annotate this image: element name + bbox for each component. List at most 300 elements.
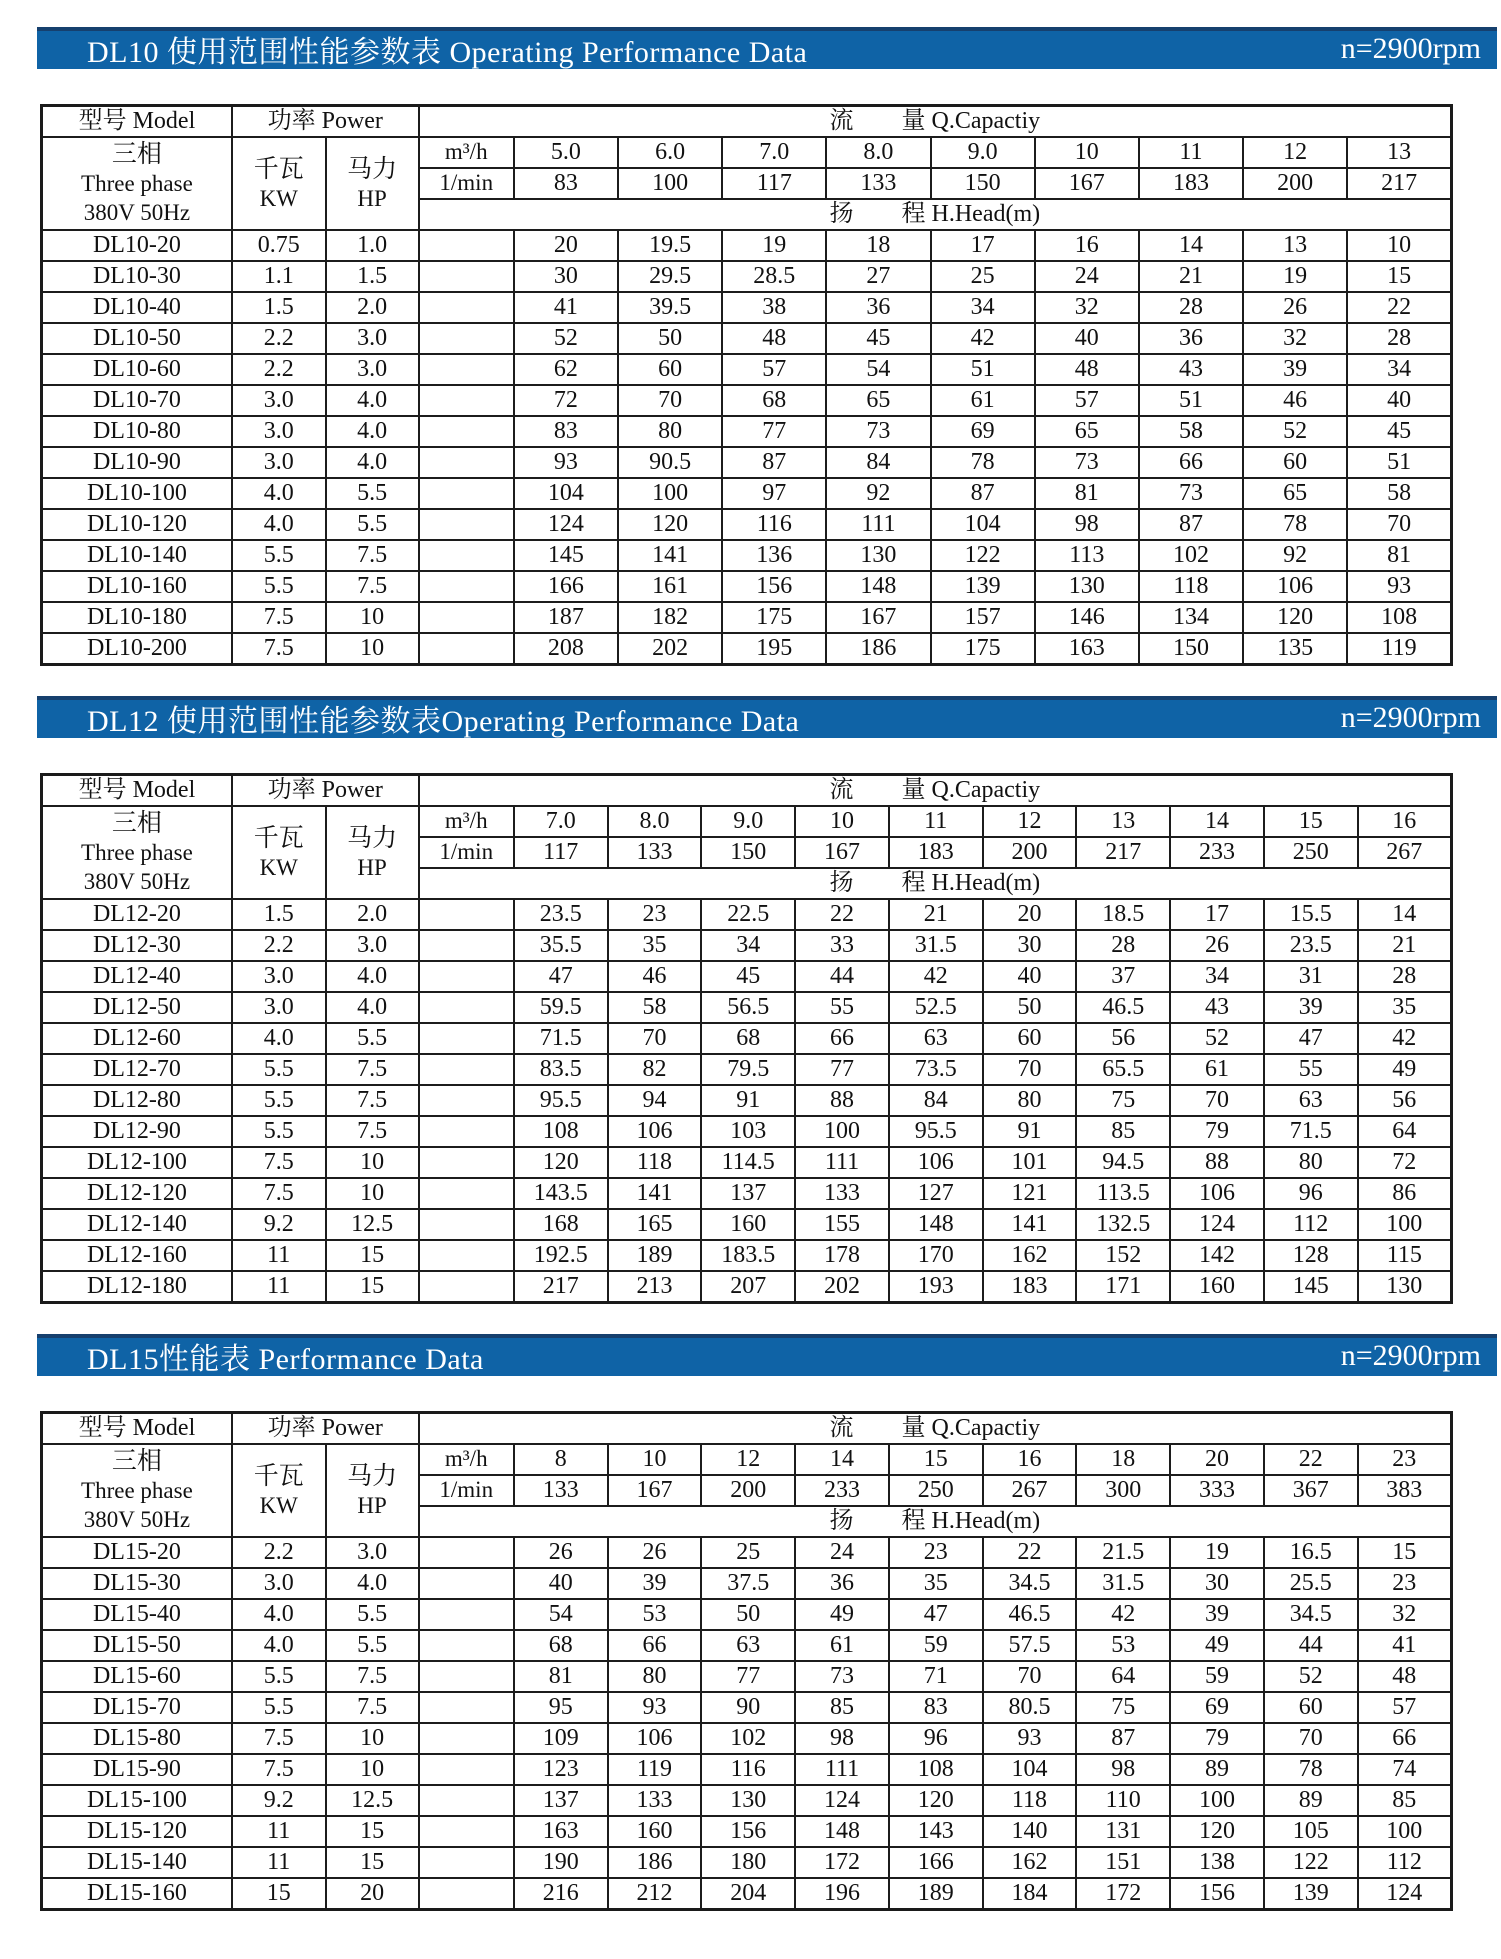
- head-value-cell: 56.5: [701, 992, 795, 1023]
- head-value-cell: 175: [722, 602, 826, 633]
- head-value-cell: 24: [795, 1537, 889, 1568]
- head-value-cell: 142: [1170, 1240, 1264, 1271]
- hp-cell: 10: [326, 633, 419, 665]
- head-value-cell: 45: [826, 323, 930, 354]
- head-value-cell: 71: [889, 1661, 983, 1692]
- head-value-cell: 60: [983, 1023, 1077, 1054]
- head-value-cell: 184: [983, 1878, 1077, 1910]
- head-value-cell: 88: [795, 1085, 889, 1116]
- head-value-cell: 138: [1170, 1847, 1264, 1878]
- head-value-cell: 40: [514, 1568, 608, 1599]
- head-value-cell: 46: [1243, 385, 1347, 416]
- hp-cell: 7.5: [326, 1116, 419, 1147]
- head-value-cell: 106: [608, 1116, 702, 1147]
- head-value-cell: 72: [514, 385, 618, 416]
- head-value-cell: 32: [1035, 292, 1139, 323]
- head-value-cell: 166: [889, 1847, 983, 1878]
- head-value-cell: 16: [1035, 230, 1139, 261]
- kw-cell: 3.0: [232, 1568, 326, 1599]
- kw-cell: 5.5: [232, 1661, 326, 1692]
- table-row: [42, 1723, 1452, 1754]
- table-row: [42, 1692, 1452, 1723]
- capacity-header: 流 量 Q.Capactiy: [419, 106, 1452, 138]
- head-value-cell: 35: [608, 930, 702, 961]
- head-value-cell: 137: [701, 1178, 795, 1209]
- unit-line: KW: [259, 1492, 298, 1518]
- flow-lmin-value: 367: [1264, 1475, 1358, 1506]
- flow-m3h-value: 15: [889, 1444, 983, 1475]
- flow-m3h-value: 9.0: [701, 806, 795, 837]
- head-value-cell: 100: [618, 478, 722, 509]
- head-value-cell: 189: [608, 1240, 702, 1271]
- hp-cell: 3.0: [326, 323, 419, 354]
- head-value-cell: 136: [722, 540, 826, 571]
- model-cell: DL10-180: [42, 602, 232, 633]
- model-header: 型号 Model: [42, 106, 232, 138]
- table-row: [42, 1754, 1452, 1785]
- head-value-cell: 19: [722, 230, 826, 261]
- head-value-cell: 92: [1243, 540, 1347, 571]
- spacer-cell: [419, 447, 514, 478]
- hp-header: [326, 806, 419, 899]
- table-row: [42, 1054, 1452, 1085]
- head-value-cell: 128: [1264, 1240, 1358, 1271]
- head-value-cell: 78: [1243, 509, 1347, 540]
- flow-m3h-value: 23: [1358, 1444, 1452, 1475]
- hp-cell: 10: [326, 602, 419, 633]
- hp-cell: 5.5: [326, 509, 419, 540]
- unit-line: HP: [357, 1492, 387, 1518]
- head-value-cell: 51: [931, 354, 1035, 385]
- model-cell: DL10-160: [42, 571, 232, 602]
- spacer-cell: [419, 292, 514, 323]
- head-value-cell: 75: [1076, 1085, 1170, 1116]
- table-row: [42, 1599, 1452, 1630]
- flow-lmin-value: 250: [889, 1475, 983, 1506]
- kw-cell: 2.2: [232, 323, 326, 354]
- hp-cell: 15: [326, 1816, 419, 1847]
- head-value-cell: 33: [795, 930, 889, 961]
- model-cell: DL10-60: [42, 354, 232, 385]
- table-row: [42, 1568, 1452, 1599]
- head-value-cell: 108: [1347, 602, 1451, 633]
- model-cell: DL15-140: [42, 1847, 232, 1878]
- hp-cell: 4.0: [326, 992, 419, 1023]
- flow-m3h-value: 20: [1170, 1444, 1264, 1475]
- head-value-cell: 92: [826, 478, 930, 509]
- head-value-cell: 48: [1358, 1661, 1452, 1692]
- model-cell: DL12-90: [42, 1116, 232, 1147]
- head-value-cell: 111: [826, 509, 930, 540]
- head-value-cell: 156: [701, 1816, 795, 1847]
- hp-cell: 4.0: [326, 1568, 419, 1599]
- head-value-cell: 41: [514, 292, 618, 323]
- head-value-cell: 96: [1264, 1178, 1358, 1209]
- head-value-cell: 45: [701, 961, 795, 992]
- head-value-cell: 106: [1243, 571, 1347, 602]
- hp-cell: 10: [326, 1147, 419, 1178]
- head-value-cell: 58: [608, 992, 702, 1023]
- spacer-cell: [419, 1116, 514, 1147]
- flow-m3h-value: 12: [983, 806, 1077, 837]
- model-cell: DL12-20: [42, 899, 232, 930]
- hp-cell: 7.5: [326, 1085, 419, 1116]
- head-value-cell: 119: [1347, 633, 1451, 665]
- head-value-cell: 83.5: [514, 1054, 608, 1085]
- head-value-cell: 80.5: [983, 1692, 1077, 1723]
- hp-header: [326, 1444, 419, 1537]
- spacer-cell: [419, 1785, 514, 1816]
- head-value-cell: 130: [1358, 1271, 1452, 1303]
- head-value-cell: 52: [1243, 416, 1347, 447]
- head-value-cell: 21.5: [1076, 1537, 1170, 1568]
- head-value-cell: 118: [983, 1785, 1077, 1816]
- flow-m3h-value: 15: [1264, 806, 1358, 837]
- head-value-cell: 162: [983, 1240, 1077, 1271]
- section-dl10: [37, 27, 1481, 666]
- table-row: [42, 1785, 1452, 1816]
- head-value-cell: 202: [618, 633, 722, 665]
- spacer-cell: [419, 1209, 514, 1240]
- head-value-cell: 104: [514, 478, 618, 509]
- head-value-cell: 118: [608, 1147, 702, 1178]
- head-value-cell: 98: [1035, 509, 1139, 540]
- flow-lmin-value: 167: [795, 837, 889, 868]
- spacer-cell: [419, 1599, 514, 1630]
- head-value-cell: 31: [1264, 961, 1358, 992]
- kw-cell: 7.5: [232, 602, 326, 633]
- head-value-cell: 120: [514, 1147, 608, 1178]
- head-value-cell: 70: [1264, 1723, 1358, 1754]
- head-value-cell: 186: [608, 1847, 702, 1878]
- head-value-cell: 102: [1139, 540, 1243, 571]
- flow-lmin-value: 267: [983, 1475, 1077, 1506]
- flow-m3h-value: 10: [608, 1444, 702, 1475]
- dl15-banner: [37, 1334, 1497, 1376]
- flow-unit-m3h: m³/h: [419, 137, 514, 168]
- head-value-cell: 95.5: [514, 1085, 608, 1116]
- head-value-cell: 101: [983, 1147, 1077, 1178]
- head-value-cell: 60: [1243, 447, 1347, 478]
- head-value-cell: 160: [608, 1816, 702, 1847]
- kw-cell: 7.5: [232, 1723, 326, 1754]
- head-value-cell: 77: [722, 416, 826, 447]
- head-value-cell: 132.5: [1076, 1209, 1170, 1240]
- head-value-cell: 216: [514, 1878, 608, 1910]
- head-value-cell: 165: [608, 1209, 702, 1240]
- model-cell: DL10-200: [42, 633, 232, 665]
- table-row: [42, 1271, 1452, 1303]
- model-cell: DL10-100: [42, 478, 232, 509]
- head-value-cell: 50: [701, 1599, 795, 1630]
- head-value-cell: 42: [931, 323, 1035, 354]
- model-cell: DL10-40: [42, 292, 232, 323]
- phase-line: Three phase: [81, 171, 193, 197]
- flow-m3h-value: 14: [1170, 806, 1264, 837]
- head-value-cell: 62: [514, 354, 618, 385]
- head-value-cell: 95.5: [889, 1116, 983, 1147]
- table-row: [42, 292, 1452, 323]
- head-value-cell: 162: [983, 1847, 1077, 1878]
- head-value-cell: 66: [608, 1630, 702, 1661]
- spacer-cell: [419, 385, 514, 416]
- flow-m3h-value: 9.0: [931, 137, 1035, 168]
- head-value-cell: 34.5: [1264, 1599, 1358, 1630]
- spacer-cell: [419, 571, 514, 602]
- head-value-cell: 44: [795, 961, 889, 992]
- head-value-cell: 131: [1076, 1816, 1170, 1847]
- head-value-cell: 69: [1170, 1692, 1264, 1723]
- flow-lmin-value: 267: [1358, 837, 1452, 868]
- flow-lmin-value: 150: [701, 837, 795, 868]
- head-value-cell: 170: [889, 1240, 983, 1271]
- head-value-cell: 36: [826, 292, 930, 323]
- head-value-cell: 97: [722, 478, 826, 509]
- kw-cell: 11: [232, 1240, 326, 1271]
- head-value-cell: 31.5: [889, 930, 983, 961]
- head-value-cell: 58: [1139, 416, 1243, 447]
- head-value-cell: 84: [826, 447, 930, 478]
- head-value-cell: 112: [1264, 1209, 1358, 1240]
- head-value-cell: 119: [608, 1754, 702, 1785]
- phase-line: 三相: [111, 810, 162, 838]
- model-cell: DL15-80: [42, 1723, 232, 1754]
- model-cell: DL15-120: [42, 1816, 232, 1847]
- kw-cell: 2.2: [232, 930, 326, 961]
- flow-m3h-value: 14: [795, 1444, 889, 1475]
- dl15-banner-title: DL15性能表 Performance Data: [87, 1342, 484, 1376]
- flow-lmin-value: 333: [1170, 1475, 1264, 1506]
- head-value-cell: 79: [1170, 1723, 1264, 1754]
- head-value-cell: 93: [1347, 571, 1451, 602]
- head-value-cell: 90: [701, 1692, 795, 1723]
- power-header: 功率 Power: [232, 775, 419, 807]
- head-value-cell: 49: [1358, 1054, 1452, 1085]
- flow-lmin-value: 100: [618, 168, 722, 199]
- model-cell: DL15-70: [42, 1692, 232, 1723]
- table-row: [42, 633, 1452, 665]
- spacer-cell: [419, 602, 514, 633]
- head-value-cell: 82: [608, 1054, 702, 1085]
- head-value-cell: 85: [1076, 1116, 1170, 1147]
- head-value-cell: 124: [1170, 1209, 1264, 1240]
- unit-line: 千瓦: [253, 155, 304, 183]
- spacer-cell: [419, 1178, 514, 1209]
- head-value-cell: 42: [1076, 1599, 1170, 1630]
- head-value-cell: 56: [1076, 1023, 1170, 1054]
- head-value-cell: 68: [722, 385, 826, 416]
- head-value-cell: 172: [795, 1847, 889, 1878]
- head-value-cell: 39: [1243, 354, 1347, 385]
- head-value-cell: 124: [795, 1785, 889, 1816]
- head-value-cell: 166: [514, 571, 618, 602]
- head-value-cell: 167: [826, 602, 930, 633]
- head-value-cell: 195: [722, 633, 826, 665]
- kw-cell: 3.0: [232, 992, 326, 1023]
- hp-cell: 10: [326, 1178, 419, 1209]
- head-value-cell: 103: [701, 1116, 795, 1147]
- head-value-cell: 100: [1170, 1785, 1264, 1816]
- kw-cell: 2.2: [232, 354, 326, 385]
- kw-cell: 9.2: [232, 1209, 326, 1240]
- flow-m3h-value: 8: [514, 1444, 608, 1475]
- head-value-cell: 59: [1170, 1661, 1264, 1692]
- head-value-cell: 65: [826, 385, 930, 416]
- head-value-cell: 36: [795, 1568, 889, 1599]
- head-value-cell: 52.5: [889, 992, 983, 1023]
- head-value-cell: 146: [1035, 602, 1139, 633]
- flow-lmin-value: 83: [514, 168, 618, 199]
- head-value-cell: 91: [983, 1116, 1077, 1147]
- head-value-cell: 111: [795, 1754, 889, 1785]
- phase-line: 三相: [111, 141, 162, 169]
- spacer-cell: [419, 230, 514, 261]
- flow-m3h-value: 11: [1139, 137, 1243, 168]
- head-value-cell: 20: [514, 230, 618, 261]
- kw-cell: 3.0: [232, 416, 326, 447]
- head-value-cell: 81: [1347, 540, 1451, 571]
- head-value-cell: 43: [1139, 354, 1243, 385]
- head-value-cell: 34: [701, 930, 795, 961]
- table-row: [42, 961, 1452, 992]
- hp-cell: 5.5: [326, 1599, 419, 1630]
- kw-cell: 4.0: [232, 1023, 326, 1054]
- head-value-cell: 160: [701, 1209, 795, 1240]
- head-value-cell: 70: [618, 385, 722, 416]
- head-value-cell: 47: [1264, 1023, 1358, 1054]
- phase-line: 380V 50Hz: [83, 200, 191, 226]
- model-header: 型号 Model: [42, 775, 232, 807]
- flow-unit-m3h: m³/h: [419, 1444, 514, 1475]
- head-value-cell: 89: [1264, 1785, 1358, 1816]
- head-value-cell: 87: [931, 478, 1035, 509]
- power-header: 功率 Power: [232, 1413, 419, 1445]
- hp-cell: 3.0: [326, 930, 419, 961]
- table-row: [42, 1147, 1452, 1178]
- head-value-cell: 40: [983, 961, 1077, 992]
- head-value-cell: 59: [889, 1630, 983, 1661]
- head-value-cell: 81: [514, 1661, 608, 1692]
- flow-lmin-value: 183: [889, 837, 983, 868]
- dl12-banner-rpm: n=2900rpm: [1340, 700, 1481, 734]
- head-value-cell: 141: [608, 1178, 702, 1209]
- spacer-cell: [419, 1023, 514, 1054]
- head-value-cell: 100: [1358, 1816, 1452, 1847]
- phase-line: Three phase: [81, 840, 193, 866]
- head-value-cell: 46.5: [983, 1599, 1077, 1630]
- head-value-cell: 26: [608, 1537, 702, 1568]
- head-value-cell: 83: [514, 416, 618, 447]
- spacer-cell: [419, 1568, 514, 1599]
- model-cell: DL12-100: [42, 1147, 232, 1178]
- hp-cell: 1.5: [326, 261, 419, 292]
- hp-cell: 10: [326, 1723, 419, 1754]
- capacity-header: 流 量 Q.Capactiy: [419, 775, 1452, 807]
- kw-cell: 4.0: [232, 478, 326, 509]
- hp-cell: 4.0: [326, 385, 419, 416]
- unit-line: HP: [357, 185, 387, 211]
- table-row: [42, 1630, 1452, 1661]
- head-value-cell: 21: [889, 899, 983, 930]
- hp-cell: 7.5: [326, 1661, 419, 1692]
- table-row: [42, 261, 1452, 292]
- head-value-cell: 95: [514, 1692, 608, 1723]
- table-row: [42, 1537, 1452, 1568]
- hp-cell: 15: [326, 1271, 419, 1303]
- model-cell: DL12-140: [42, 1209, 232, 1240]
- head-value-cell: 91: [701, 1085, 795, 1116]
- head-value-cell: 26: [514, 1537, 608, 1568]
- head-value-cell: 148: [889, 1209, 983, 1240]
- table-row: [42, 1178, 1452, 1209]
- head-value-cell: 15.5: [1264, 899, 1358, 930]
- head-value-cell: 18: [826, 230, 930, 261]
- head-value-cell: 87: [722, 447, 826, 478]
- head-value-cell: 121: [983, 1178, 1077, 1209]
- head-value-cell: 183.5: [701, 1240, 795, 1271]
- hp-cell: 15: [326, 1240, 419, 1271]
- head-value-cell: 15: [1347, 261, 1451, 292]
- performance-table-dl15: [40, 1411, 1453, 1911]
- head-value-cell: 171: [1076, 1271, 1170, 1303]
- head-label: 扬 程 H.Head(m): [419, 868, 1452, 899]
- head-value-cell: 13: [1243, 230, 1347, 261]
- head-value-cell: 64: [1076, 1661, 1170, 1692]
- flow-lmin-value: 217: [1076, 837, 1170, 868]
- head-value-cell: 41: [1358, 1630, 1452, 1661]
- head-value-cell: 23.5: [514, 899, 608, 930]
- head-value-cell: 34: [1347, 354, 1451, 385]
- head-value-cell: 52: [514, 323, 618, 354]
- head-value-cell: 96: [889, 1723, 983, 1754]
- head-value-cell: 51: [1347, 447, 1451, 478]
- spacer-cell: [419, 961, 514, 992]
- unit-line: 马力: [347, 1462, 398, 1490]
- head-value-cell: 87: [1139, 509, 1243, 540]
- head-value-cell: 69: [931, 416, 1035, 447]
- head-value-cell: 40: [1035, 323, 1139, 354]
- head-value-cell: 120: [889, 1785, 983, 1816]
- table-row: [42, 899, 1452, 930]
- table-row: [42, 416, 1452, 447]
- spacer-cell: [419, 478, 514, 509]
- flow-lmin-value: 133: [608, 837, 702, 868]
- hp-cell: 5.5: [326, 1023, 419, 1054]
- model-cell: DL15-20: [42, 1537, 232, 1568]
- head-value-cell: 35.5: [514, 930, 608, 961]
- hp-cell: 7.5: [326, 571, 419, 602]
- head-value-cell: 17: [1170, 899, 1264, 930]
- head-value-cell: 21: [1139, 261, 1243, 292]
- spacer-cell: [419, 1147, 514, 1178]
- model-cell: DL15-60: [42, 1661, 232, 1692]
- flow-lmin-value: 167: [1035, 168, 1139, 199]
- table-row: [42, 1209, 1452, 1240]
- model-cell: DL10-20: [42, 230, 232, 261]
- head-value-cell: 59.5: [514, 992, 608, 1023]
- head-value-cell: 207: [701, 1271, 795, 1303]
- model-cell: DL15-30: [42, 1568, 232, 1599]
- table-row: [42, 478, 1452, 509]
- head-value-cell: 156: [722, 571, 826, 602]
- head-value-cell: 133: [795, 1178, 889, 1209]
- kw-cell: 15: [232, 1878, 326, 1910]
- model-cell: DL12-30: [42, 930, 232, 961]
- table-row: [42, 930, 1452, 961]
- head-value-cell: 111: [795, 1147, 889, 1178]
- table-row: [42, 1085, 1452, 1116]
- head-value-cell: 202: [795, 1271, 889, 1303]
